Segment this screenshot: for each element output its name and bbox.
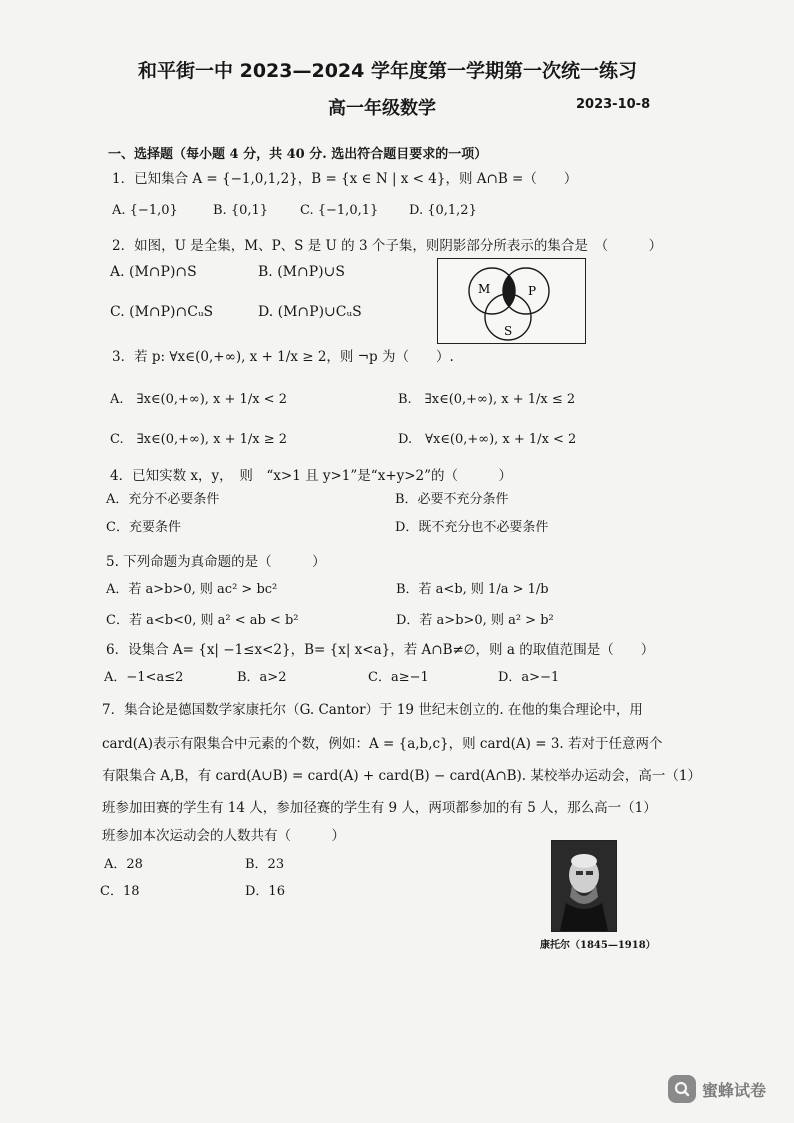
q6-option-b: B．a>2: [237, 670, 287, 685]
q5-stem: 5. 下列命题为真命题的是（ ）: [106, 554, 326, 570]
q7-option-c: C．18: [100, 884, 140, 899]
q3-option-d: D. ∀x∈(0,+∞), x + 1/x < 2: [398, 432, 577, 447]
venn-diagram: [437, 258, 586, 344]
q6-option-d: D．a>−1: [498, 670, 560, 685]
exam-date: 2023-10-8: [576, 97, 651, 112]
q2-option-c: C. (M∩P)∩CᵤS: [110, 304, 214, 320]
exam-title: 和平街一中 2023—2024 学年度第一学期第一次统一练习: [138, 60, 637, 82]
q1-stem: 1．已知集合 A = {−1,0,1,2}，B = {x ∈ N | x < 4}，则 A∩B =（ ）: [112, 171, 578, 187]
q6-option-a: A．−1<a≤2: [104, 670, 184, 685]
q2-option-b: B. (M∩P)∪S: [258, 264, 345, 280]
q3-stem: 3．若 p: ∀x∈(0,+∞), x + 1/x ≥ 2，则 ¬p 为（ ）.: [112, 349, 454, 365]
q6-stem: 6．设集合 A= {x| −1≤x<2}，B= {x| x<a}，若 A∩B≠∅，则 a 的取值范围是（ ）: [106, 642, 655, 658]
q5-option-d: D．若 a>b>0, 则 a² > b²: [396, 613, 554, 628]
portrait-caption: 康托尔（1845—1918）: [540, 940, 656, 951]
q4-option-d: D．既不充分也不必要条件: [395, 520, 549, 535]
watermark-text: 蜜蜂试卷: [702, 1080, 767, 1100]
q1-option-b: B. {0,1}: [213, 203, 269, 218]
q1-option-a: A. {−1,0}: [112, 203, 178, 218]
q3-option-b: B. ∃x∈(0,+∞), x + 1/x ≤ 2: [398, 392, 576, 407]
portrait-svg: [552, 841, 616, 931]
q7-option-a: A．28: [104, 857, 143, 872]
q3-option-c: C. ∃x∈(0,+∞), x + 1/x ≥ 2: [110, 432, 288, 447]
q7-line-4: 班参加田赛的学生有 14 人，参加径赛的学生有 9 人，两项都参加的有 5 人，那么高一（1）: [102, 800, 657, 816]
q3-option-a: A. ∃x∈(0,+∞), x + 1/x < 2: [110, 392, 287, 407]
q5-option-a: A．若 a>b>0, 则 ac² > bc²: [106, 582, 278, 597]
q4-option-a: A．充分不必要条件: [106, 492, 220, 507]
q7-line-5: 班参加本次运动会的人数共有（ ）: [102, 828, 345, 844]
cantor-portrait: [551, 840, 617, 932]
exam-subtitle: 高一年级数学: [328, 98, 436, 119]
q7-line-3: 有限集合 A,B，有 card(A∪B) = card(A) + card(B) − card(A∩B). 某校举办运动会，高一（1）: [102, 768, 701, 784]
venn-label-p: P: [528, 284, 537, 298]
q7-option-b: B．23: [245, 857, 285, 872]
q2-stem: 2．如图，U 是全集，M、P、S 是 U 的 3 个子集，则阴影部分所表示的集合是 （ ）: [112, 238, 663, 254]
q6-option-c: C．a≥−1: [368, 670, 429, 685]
venn-label-m: M: [478, 282, 491, 296]
q1-option-c: C. {−1,0,1}: [300, 203, 379, 218]
watermark: [668, 1075, 766, 1103]
q1-option-d: D. {0,1,2}: [409, 203, 477, 218]
q5-option-c: C．若 a<b<0, 则 a² < ab < b²: [106, 613, 299, 628]
q5-option-b: B．若 a<b, 则 1/a > 1/b: [396, 582, 549, 597]
venn-svg: [438, 259, 585, 343]
q4-option-b: B．必要不充分条件: [395, 492, 509, 507]
magnifier-icon: [668, 1075, 696, 1103]
q7-line-1: 7．集合论是德国数学家康托尔（G. Cantor）于 19 世纪末创立的. 在他的集合理论中，用: [102, 702, 643, 718]
q7-option-d: D．16: [245, 884, 285, 899]
q4-option-c: C．充要条件: [106, 520, 181, 535]
q2-option-a: A. (M∩P)∩S: [110, 264, 197, 280]
q2-option-d: D. (M∩P)∪CᵤS: [258, 304, 362, 320]
q7-line-2: card(A)表示有限集合中元素的个数，例如：A = {a,b,c}，则 card(A) = 3. 若对于任意两个: [102, 736, 663, 752]
section-heading: 一、选择题（每小题 4 分，共 40 分. 选出符合题目要求的一项）: [108, 147, 488, 162]
q4-stem: 4．已知实数 x，y， 则 “x>1 且 y>1”是“x+y>2”的（ ）: [110, 468, 513, 484]
venn-label-s: S: [504, 324, 513, 338]
